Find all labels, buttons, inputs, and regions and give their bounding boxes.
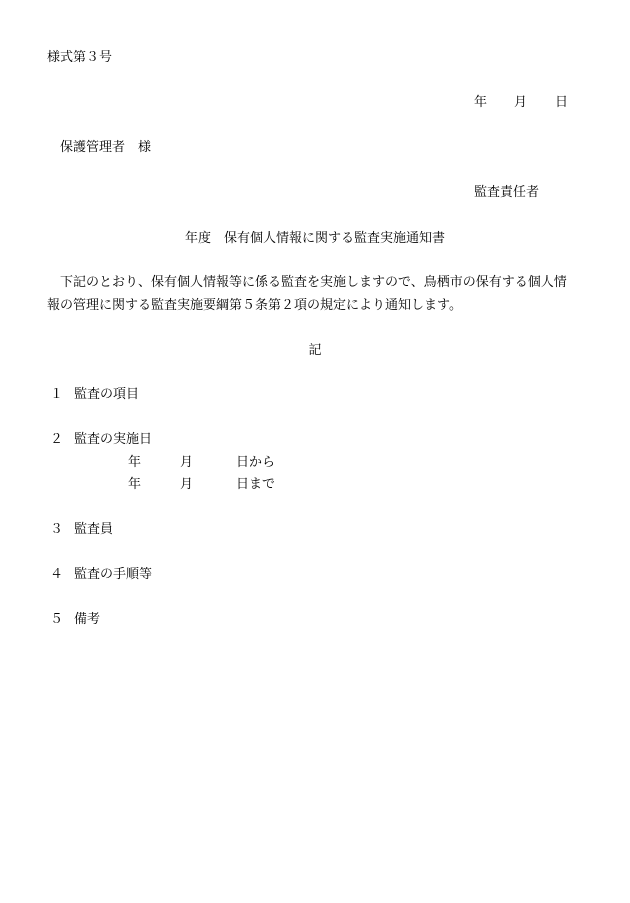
sender: 監査責任者 xyxy=(474,185,540,200)
date-day-label: 日 xyxy=(555,95,569,110)
item-label: 監査の項目 xyxy=(74,387,140,402)
item-number: ４ xyxy=(50,567,64,582)
period-day-label: 日から xyxy=(236,455,276,470)
item-label: 監査の手順等 xyxy=(74,567,153,582)
item-label: 監査の実施日 xyxy=(74,432,153,447)
period-year-label: 年 xyxy=(128,455,142,470)
addressee: 保護管理者 様 xyxy=(60,140,152,155)
item-number: ２ xyxy=(50,432,64,447)
item-number: ５ xyxy=(50,612,64,627)
period-year-label: 年 xyxy=(128,477,142,492)
form-number: 様式第３号 xyxy=(47,50,113,65)
body-line: 報の管理に関する監査実施要綱第５条第２項の規定により通知します。 xyxy=(47,298,462,313)
period-month-label: 月 xyxy=(180,455,194,470)
period-day-label: 日まで xyxy=(236,477,276,492)
item-number: ３ xyxy=(50,522,64,537)
document-title: 年度 保有個人情報に関する監査実施通知書 xyxy=(184,231,445,246)
item-label: 監査員 xyxy=(74,522,114,537)
date-month-label: 月 xyxy=(514,95,528,110)
date-year-label: 年 xyxy=(474,95,488,110)
item-number: １ xyxy=(50,387,64,402)
ki-heading: 記 xyxy=(308,343,322,358)
body-line: 下記のとおり、保有個人情報等に係る監査を実施しますので、鳥栖市の保有する個人情 xyxy=(60,275,567,290)
period-month-label: 月 xyxy=(180,477,194,492)
item-label: 備考 xyxy=(74,612,101,627)
